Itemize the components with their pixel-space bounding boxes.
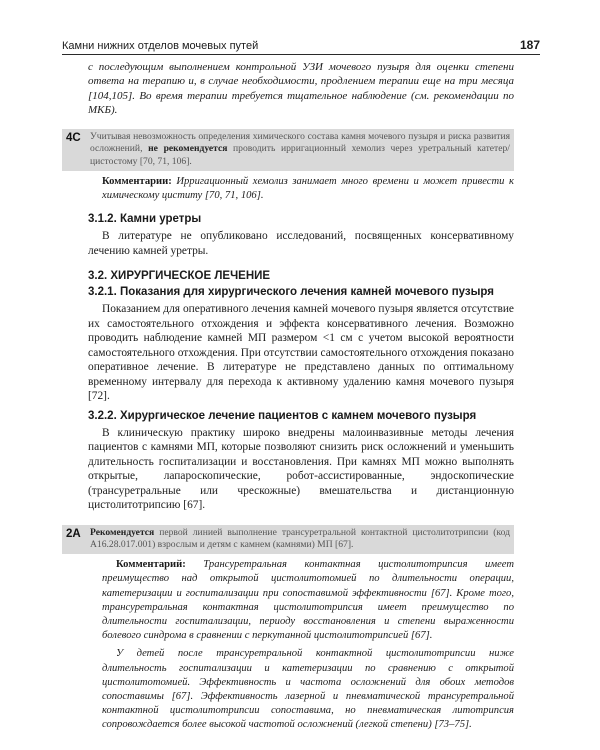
recommendation-text <box>90 131 510 168</box>
comment-text: Трансуретральная контактная цистолитотрипсия имеет преимущество над открытой цистолитотомией по длительности операции, катетеризации и госпитализации при сопоставимой эффективности [67]. Кроме того, трансуретральная контактная цистолитотрипсия имеет преимущество по длительности госпитализации, периоду восстановления и степени выраженности болевого синдрома в сравнении с перкутанной цистолитотрипсией [67]. <box>102 559 514 642</box>
section-text-3-1-2: В литературе не опубликовано исследований, посвященных консервативному лечению камней уретры. <box>88 230 514 257</box>
comment-4c <box>88 175 514 203</box>
rec-bold-text: Рекомендуется <box>90 526 155 538</box>
comment-label: Комментарий: <box>116 559 186 571</box>
rec-text-part: Учитывая невозможность определения химического состава камня мочевого пузыря и риска развития осложнений, <box>90 131 510 155</box>
comment-text: У детей после трансуретральной контактной цистолитотрипсии ниже длительность госпитализации и катетеризации по сравнению с открытой цистолитотомией. Эффективность и частота осложнений для обоих методов сопоставимы [67]. Эффективность лазерной и пневматической трансуретральной контактной цистолитотрипсии сопоставима, но пневматическая литотрипсия сопровождается более высокой частотой осложнений (легкой степени) [73–75]. <box>102 648 514 731</box>
comment-2a-paragraph2 <box>88 647 514 732</box>
intro-paragraph: с последующим выполнением контрольной УЗИ мочевого пузыря для оценки степени ответа на терапию и, в случае необходимости, продлением терапии еще на три месяца [104,105]. Во время терапии требуется тщательное наблюдение (см. рекомендации по МКБ). <box>88 61 514 116</box>
section-heading-3-1-2: 3.1.2. Камни уретры <box>88 213 202 226</box>
comment-label: Комментарии: <box>102 175 172 187</box>
header-title: Камни нижних отделов мочевых путей <box>62 40 259 52</box>
comment-2a <box>88 558 514 643</box>
section-text-3-2-2: В клиническую практику широко внедрены малоинвазивные методы лечения пациентов с камнями МП, которые позволяют снизить риск осложнений и уменьшить длительность госпитализации и восстановления. При камнях МП можно выполнять открытые, лапароскопические, робот-ассистированные, эндоскопические (трансуретральные или чрескожные) вмешательства и дистанционную цистолитотрипсию [67]. <box>88 426 514 512</box>
section-text-3-2-1: Показанием для оперативного лечения камней мочевого пузыря является отсутствие их самостоятельного отхождения и эффекта консервативного лечения. Возможно проводить наблюдение камней МП размером <1 см с учетом высокой вероятности самостоятельного отхождения. При отсутствии самостоятельного отхождения показано оперативное лечение. В литературе не представлено данных по оптимальному временному интервалу для перехода к активному удалению камня мочевого пузыря [72]. <box>88 303 514 403</box>
comment-text: Ирригационный хемолиз занимает много времени и может привести к химическому циститу [70, 71, 106]. <box>102 175 514 201</box>
section-heading-3-2-2: 3.2.2. Хирургическое лечение пациентов с камнем мочевого пузыря <box>88 409 477 422</box>
recommendation-text <box>90 527 510 551</box>
recommendation-grade: 4C <box>66 132 81 145</box>
recommendation-grade: 2A <box>66 527 81 540</box>
rec-text-part: проводить ирригационный хемолиз через уретральный катетер/цистостому [70, 71, 106]. <box>90 143 510 167</box>
recommendation-2a <box>62 525 514 554</box>
rec-text-part: первой линией выполнение трансуретральной контактной цистолитотрипсии (код A16.28.017.001) взрослым и детям с камнем (камнями) МП [67]. <box>90 526 510 550</box>
section-heading-3-2-1: 3.2.1. Показания для хирургического лечения камней мочевого пузыря <box>88 286 495 299</box>
running-header <box>62 32 540 55</box>
recommendation-4c <box>62 129 514 171</box>
page-content <box>66 60 514 733</box>
section-heading-3-2: 3.2. ХИРУРГИЧЕСКОЕ ЛЕЧЕНИЕ <box>88 270 271 283</box>
page-number: 187 <box>519 38 540 52</box>
rec-bold-text: не рекомендуется <box>148 143 228 155</box>
